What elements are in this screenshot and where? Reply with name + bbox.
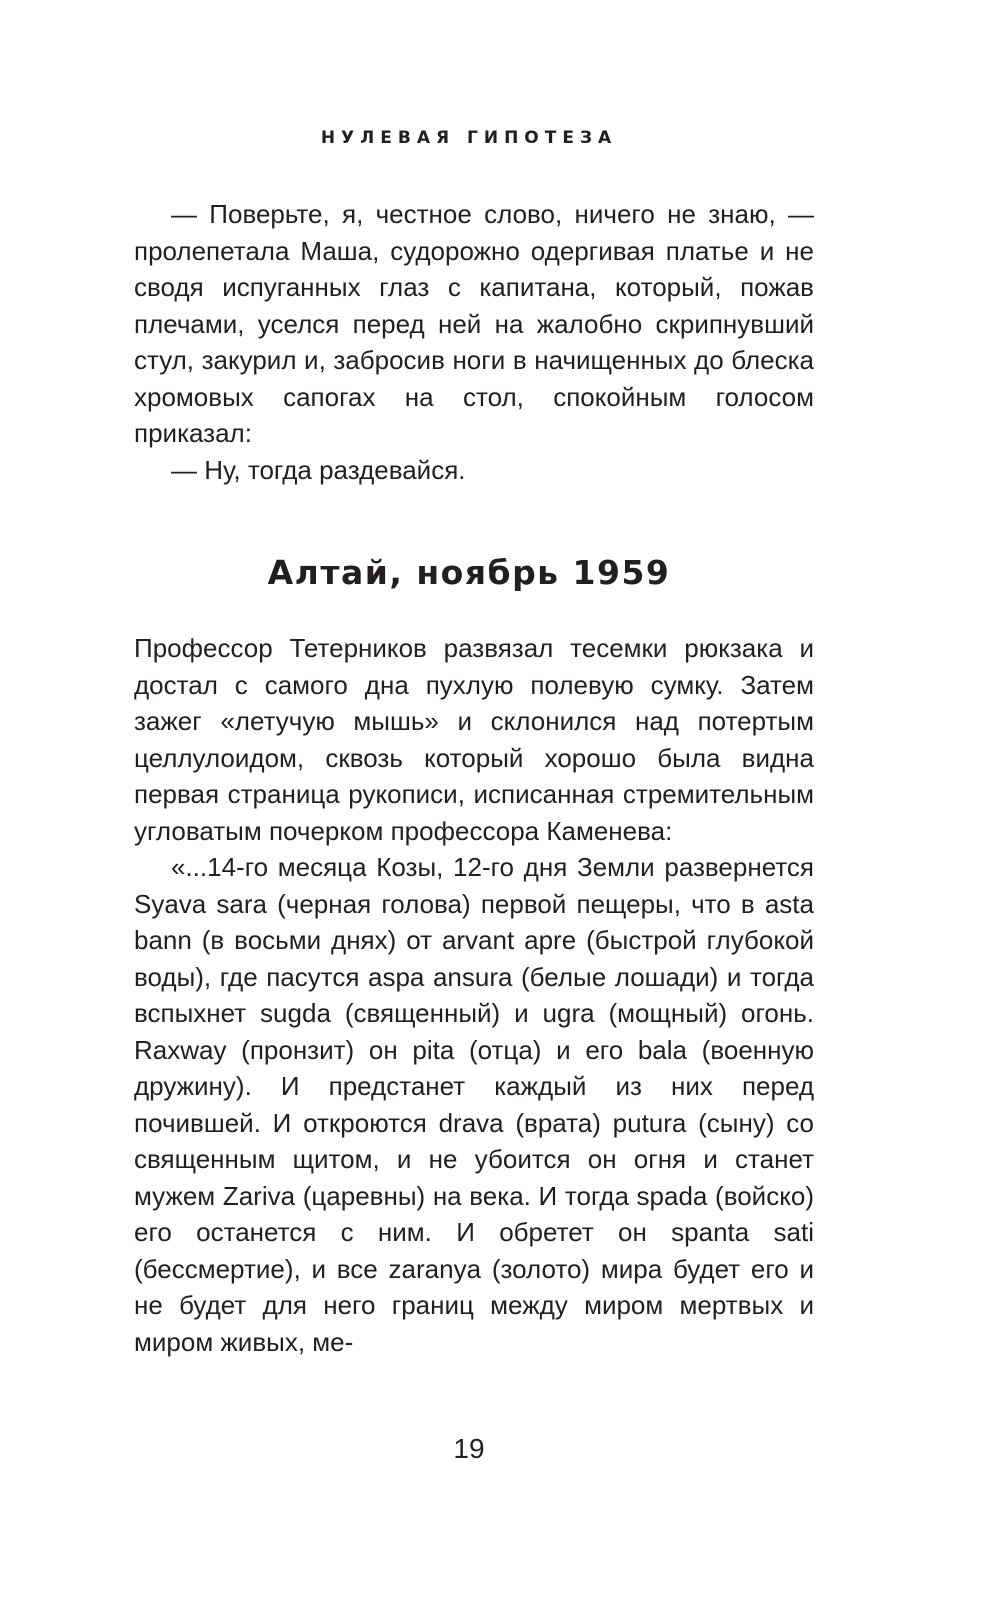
paragraph-professor: Профессор Тетерников развязал тесемки рюкзака и достал с самого дна пухлую полевую сумку. Затем зажег «летучую мышь» и склонился над потертым целлулоидом, сквозь который хорошо была видна первая страница рукописи, исписанная стремительным угловатым почерком профессора Каменева: bbox=[134, 633, 814, 846]
page-number: 19 bbox=[453, 1433, 485, 1464]
paragraph-dialogue-1: — Поверьте, я, честное слово, ничего не знаю, — пролепетала Маша, судорожно одергивая платье и не сводя испуганных глаз с капитана, который, пожав плечами, уселся перед ней на жалобно скрипнувший стул, закурил и, забросив ноги в начищенных до блеска хромовых сапогах на стол, спокойным голосом приказал: bbox=[134, 199, 814, 448]
paragraph-dialogue-2: — Ну, тогда раздевайся. bbox=[171, 454, 466, 485]
paragraph-manuscript-quote: «...14-го месяца Козы, 12-го дня Земли развернется Syava sara (черная голова) первой пещеры, что в asta bann (в восьми днях) от arvant apre (быстрой глубокой воды), где пасутся aspa ansura (белые лошади) и тогда вспыхнет sugda (священный) и ugra (мощный) огонь. Raxway (пронзит) он pita (отца) и его bala (военную дружину). И предстанет каждый из них перед почившей. И откроются drava (врата) putura (сыну) со священным щитом, и не убоится он огня и станет мужем Zariva (царевны) на века. И тогда spada (войско) его останется с ним. И обретет он spanta sati (бессмертие), и все zaranya (золото) мира будет его и не будет для него границ между миром мертвых и миром живых, ме- bbox=[134, 852, 814, 1357]
running-head: НУЛЕВАЯ ГИПОТЕЗА bbox=[320, 128, 618, 148]
text-section-dialogue bbox=[134, 196, 814, 488]
text-section-altai bbox=[134, 630, 814, 1360]
chapter-heading: Алтай, ноябрь 1959 bbox=[267, 553, 671, 592]
